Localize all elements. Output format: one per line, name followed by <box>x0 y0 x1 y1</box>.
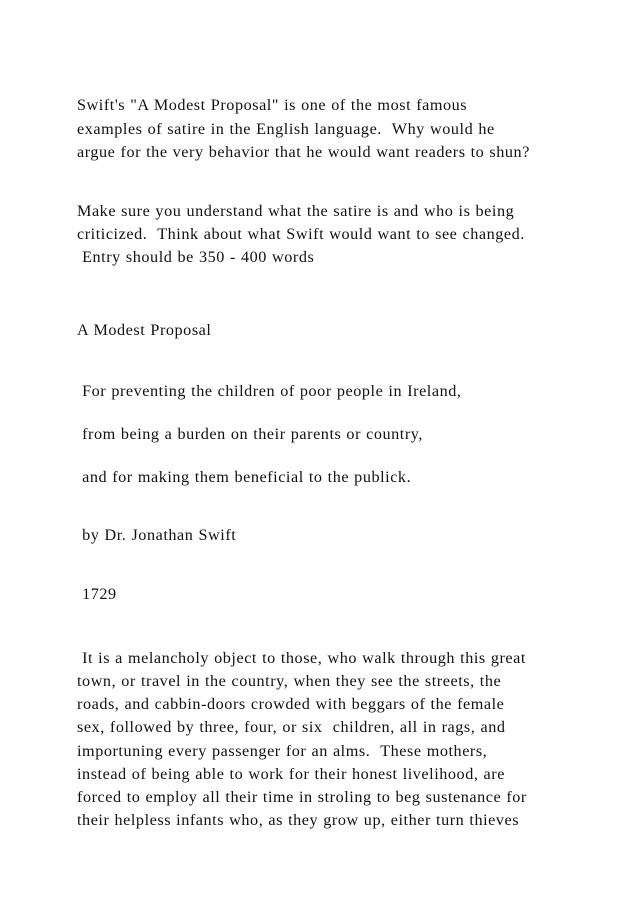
prompt-line: examples of satire in the English language. Why would he <box>77 120 495 138</box>
essay-body-line: importuning every passenger for an alms. These mothers, <box>77 742 488 760</box>
prompt-line: argue for the very behavior that he would want readers to shun? <box>77 143 530 161</box>
essay-body-line: sex, followed by three, four, or six children, all in rags, and <box>77 718 506 736</box>
instructions-line: Entry should be 350 - 400 words <box>77 248 315 266</box>
essay-body-line: town, or travel in the country, when they see the streets, the <box>77 672 502 690</box>
essay-subtitle-line: and for making them beneficial to the publick. <box>77 468 412 486</box>
essay-body-line: forced to employ all their time in stroling to beg sustenance for <box>77 788 527 806</box>
essay-body-line: instead of being able to work for their honest livelihood, are <box>77 765 505 783</box>
essay-body-line: roads, and cabbin-doors crowded with beggars of the female <box>77 695 505 713</box>
essay-year: 1729 <box>77 585 117 603</box>
essay-body-line: their helpless infants who, as they grow up, either turn thieves <box>77 811 520 829</box>
essay-body-line: It is a melancholy object to those, who walk through this great <box>77 649 526 667</box>
instructions-line: Make sure you understand what the satire is and who is being <box>77 202 515 220</box>
essay-author: by Dr. Jonathan Swift <box>77 526 237 544</box>
essay-title: A Modest Proposal <box>77 321 212 339</box>
prompt-line: Swift's "A Modest Proposal" is one of the most famous <box>77 96 468 114</box>
instructions-line: criticized. Think about what Swift would want to see changed. <box>77 225 525 243</box>
essay-subtitle-line: For preventing the children of poor people in Ireland, <box>77 382 462 400</box>
essay-subtitle-line: from being a burden on their parents or country, <box>77 425 423 443</box>
